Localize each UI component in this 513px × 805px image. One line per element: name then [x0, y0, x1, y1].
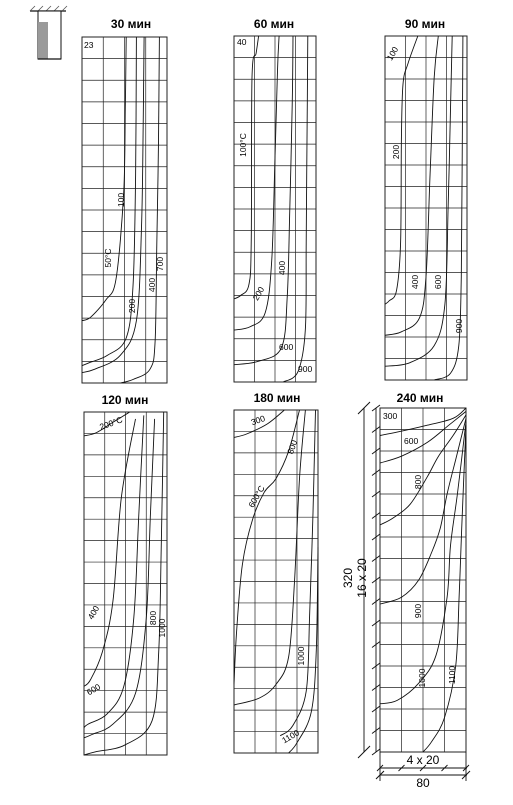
label-120-600: 600: [84, 681, 103, 698]
isotherm-curve: [84, 419, 136, 687]
panel-60-min: [234, 36, 316, 382]
slab-section-hatched-icon: [30, 6, 67, 59]
label-30-200: 200: [127, 298, 137, 314]
label-120-1000: 1000: [157, 618, 167, 638]
isotherm-curve: [234, 36, 293, 365]
title-60-min: 60 мин: [253, 17, 295, 31]
label-30-50c: 50°C: [103, 248, 113, 268]
label-90-200: 200: [391, 144, 401, 160]
label-30-700: 700: [155, 256, 165, 272]
title-240-min: 240 мин: [396, 391, 444, 405]
panel-180-min: [234, 410, 318, 753]
dimension-height-grid: 16 x 20: [355, 558, 369, 598]
title-90-min: 90 мин: [404, 17, 446, 31]
dimension-height-total: 320: [341, 567, 355, 589]
title-30-min: 30 мин: [110, 17, 152, 31]
label-60-40: 40: [237, 37, 247, 47]
label-180-600c: 600°C: [246, 483, 267, 510]
label-90-600: 600: [433, 274, 443, 290]
label-120-200c: 200°C: [98, 414, 124, 432]
label-30-100: 100: [116, 192, 126, 208]
label-240-300: 300: [383, 411, 398, 421]
isotherm-curve: [385, 36, 418, 304]
label-90-400: 400: [410, 274, 420, 290]
label-60-100c: 100°C: [238, 133, 248, 157]
panel-30-min: [82, 37, 167, 383]
isotherm-curve: [82, 37, 136, 366]
dimension-width-grid: 4 x 20: [406, 753, 440, 767]
isotherm-curve: [234, 36, 259, 299]
label-120-800: 800: [148, 610, 158, 626]
label-90-900: 900: [454, 318, 464, 334]
label-90-100: 100: [384, 44, 401, 63]
label-60-200: 200: [250, 284, 267, 303]
label-30-400: 400: [147, 277, 157, 293]
panel-120-min: [84, 412, 167, 755]
label-120-400: 400: [85, 603, 102, 622]
label-240-600: 600: [404, 436, 419, 446]
label-180-1000: 1000: [296, 646, 306, 666]
isotherm-curve: [82, 37, 126, 321]
label-30-23: 23: [84, 40, 94, 50]
label-180-1100: 1100: [280, 727, 301, 746]
label-60-900: 900: [298, 364, 313, 374]
isotherm-curve: [385, 36, 438, 335]
panel-240-min: [380, 408, 466, 752]
label-240-800: 800: [413, 474, 423, 490]
label-60-600: 600: [279, 342, 294, 352]
label-60-400: 400: [277, 260, 287, 276]
isotherm-curve: [84, 415, 144, 727]
dimension-width-total: 80: [416, 776, 430, 790]
label-180-800: 800: [285, 438, 300, 456]
label-240-900: 900: [413, 603, 423, 619]
label-240-1000: 1000: [417, 668, 427, 688]
title-120-min: 120 мин: [101, 393, 149, 407]
label-180-300: 300: [249, 413, 267, 428]
isotherm-curve: [385, 36, 452, 366]
title-180-min: 180 мин: [253, 391, 301, 405]
label-240-1100: 1100: [447, 665, 457, 685]
